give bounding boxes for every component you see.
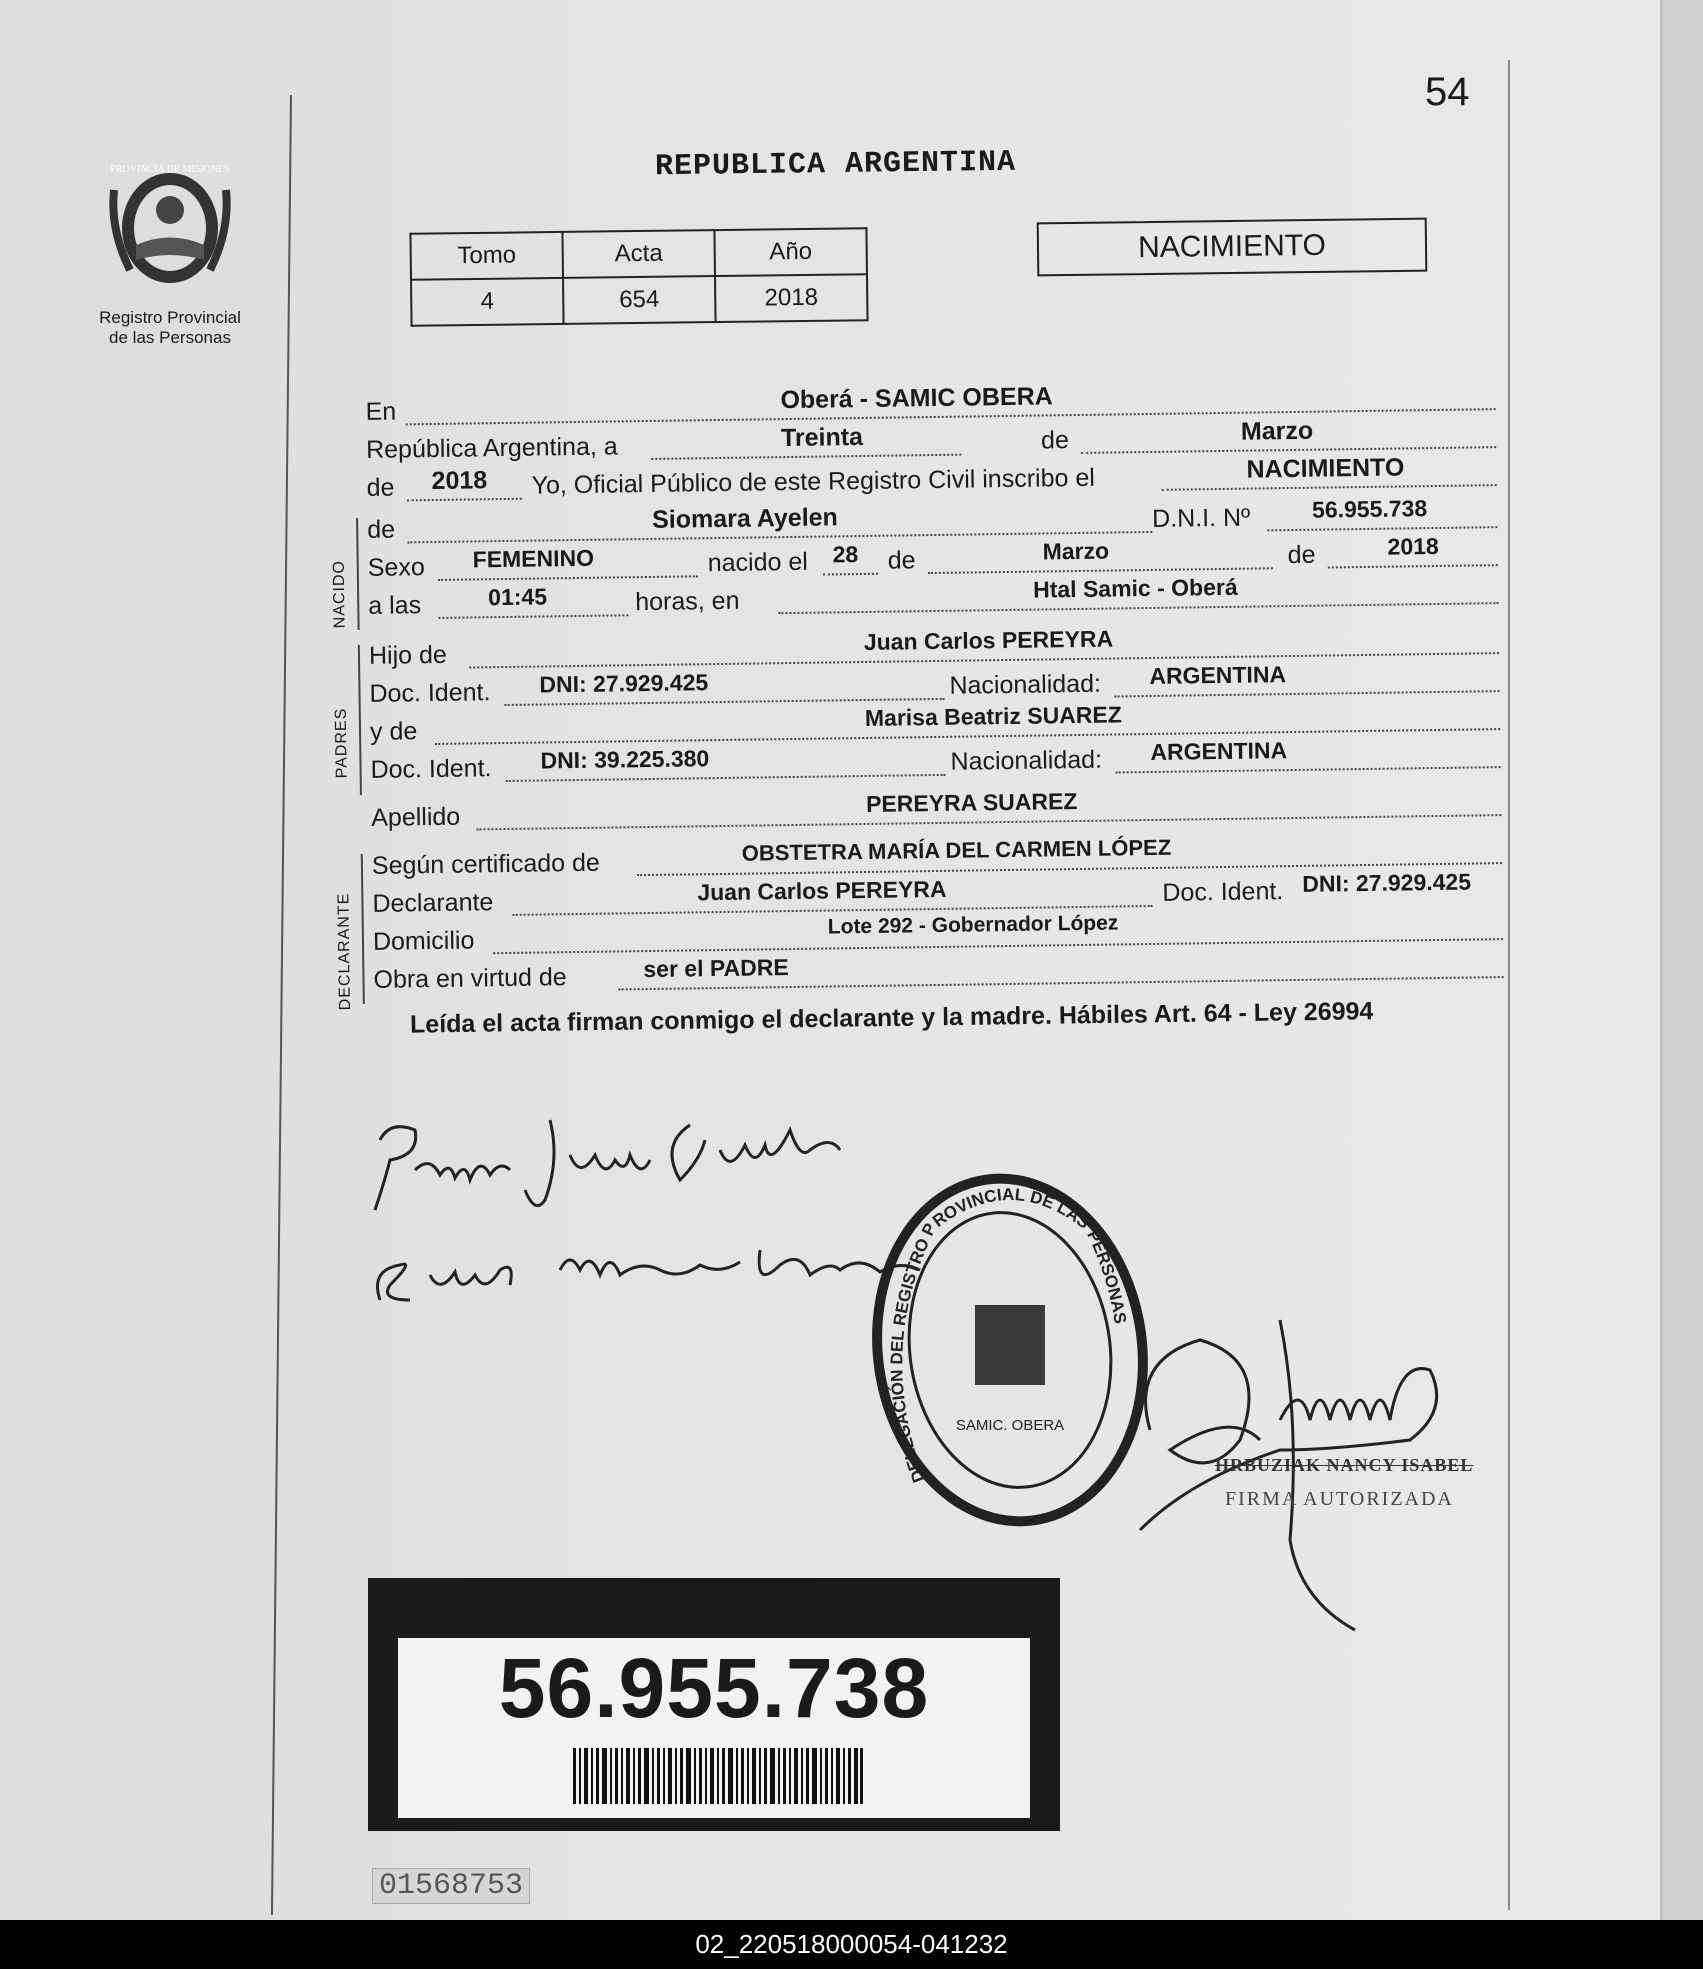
footer-file-id: 02_220518000054-041232 [0,1920,1703,1969]
ref-value-tomo: 4 [411,278,564,326]
label-de: de [1040,426,1070,455]
value-birth-place: Htal Samic - Oberá [1032,573,1238,603]
label-mother-nat: Nacionalidad: [950,745,1103,776]
record-type-box: NACIMIENTO [1037,218,1428,277]
value-mother-name: Marisa Beatriz SUAREZ [864,701,1122,731]
ref-value-ano: 2018 [715,274,868,322]
value-time: 01:45 [488,583,548,611]
section-label-declarante: DECLARANTE [335,892,354,1011]
signer-name: HRBUZIAK NANCY ISABEL [1215,1455,1474,1475]
value-year: 2018 [431,466,488,496]
value-child-name: Siomara Ayelen [651,503,839,534]
logo-caption-line1: Registro Provincial [99,308,241,327]
ref-header-tomo: Tomo [410,232,563,280]
label-father-doc: Doc. Ident. [369,678,491,708]
section-label-nacido: NACIDO [330,559,349,629]
ref-value-acta: 654 [563,276,716,324]
label-inscribo: Yo, Oficial Público de este Registro Civil inscribo el [531,463,1096,500]
label-domicilio: Domicilio [372,926,475,956]
logo-caption [80,308,260,348]
value-declarante-doc: DNI: 27.929.425 [1302,868,1472,897]
value-father-doc: DNI: 27.929.425 [539,669,709,698]
label-nacido-el: nacido el [707,547,808,578]
label-de2: de [366,473,395,502]
label-nacido-de3: de [1287,540,1316,570]
ref-header-acta: Acta [562,230,715,278]
label-certificado: Según certificado de [371,848,601,880]
label-hijo: Hijo de [368,640,448,670]
value-father-name: Juan Carlos PEREYRA [863,625,1114,655]
serial-number: 01568753 [372,1868,530,1904]
value-birth-day: 28 [832,541,859,568]
label-yde: y de [369,717,418,746]
label-mother-doc: Doc. Ident. [370,754,492,784]
svg-text:SAMIC. OBERA: SAMIC. OBERA [955,1417,1065,1434]
label-apellido: Apellido [371,802,461,832]
province-seal-logo [100,150,240,300]
reference-table [409,227,868,327]
ref-header-ano: Año [714,228,867,276]
label-father-nat: Nacionalidad: [949,669,1102,700]
label-alas: a las [368,591,422,620]
value-inscribo: NACIMIENTO [1246,453,1405,484]
margin-line [271,95,292,1915]
value-father-nat: ARGENTINA [1149,661,1287,690]
value-en: Oberá - SAMIC OBERA [780,382,1053,415]
svg-text:DELEGACIÓN DEL REGISTRO PROVIN: DELEGACIÓN DEL REGISTRO PROVINCIAL DE LAS PERSONAS [887,1184,1130,1486]
value-apellido: PEREYRA SUAREZ [865,788,1078,817]
page-edge [1660,0,1703,1920]
value-sexo: FEMENINO [472,544,595,573]
value-mother-nat: ARGENTINA [1150,737,1288,766]
document-title: REPUBLICA ARGENTINA [654,145,1017,185]
label-horas: horas, en [635,586,740,617]
value-mother-doc: DNI: 39.225.380 [540,745,710,774]
label-dni: D.N.I. Nº [1151,503,1251,533]
barcode-label [398,1638,1030,1818]
signer-role: FIRMA AUTORIZADA [1225,1488,1454,1510]
label-en: En [365,397,397,426]
label-declarante: Declarante [372,888,494,918]
label-nacido-de: de [367,515,396,544]
barcode-number: 56.955.738 [498,1641,930,1735]
value-month: Marzo [1240,416,1314,446]
svg-text:PROVINCIA DE MISIONES: PROVINCIA DE MISIONES [110,164,230,175]
section-label-padres: PADRES [332,707,351,779]
value-domicilio: Lote 292 - Gobernador López [827,911,1119,939]
value-certificado: OBSTETRA MARÍA DEL CARMEN LÓPEZ [741,834,1172,866]
label-nacido-de2: de [887,546,916,575]
page-number: 54 [1425,70,1470,114]
label-republica: República Argentina, a [365,432,618,464]
label-obra: Obra en virtud de [373,963,567,994]
label-declarante-doc: Doc. Ident. [1162,877,1284,907]
value-obra: ser el PADRE [643,954,789,983]
label-sexo: Sexo [367,553,425,582]
value-declarante: Juan Carlos PEREYRA [697,875,947,906]
value-day: Treinta [780,422,864,453]
record-form [330,354,1510,1011]
official-stamp [865,1160,1155,1540]
barcode-bars-icon [573,1748,863,1804]
value-birth-month: Marzo [1042,537,1110,565]
closing-text: Leída el acta firman conmigo el declarante y la madre. Hábiles Art. 64 - Ley 26994 [409,997,1374,1039]
logo-caption-line2: de las Personas [109,328,231,347]
value-birth-year: 2018 [1387,532,1439,560]
dni-barcode-sticker [368,1578,1060,1831]
value-child-dni: 56.955.738 [1311,495,1428,523]
